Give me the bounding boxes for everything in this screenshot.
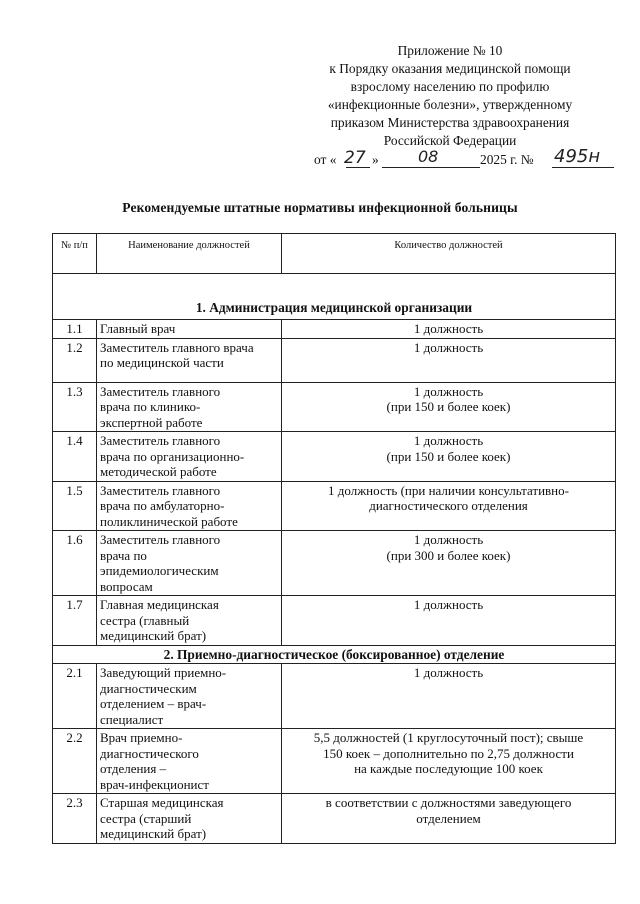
table-row [53, 729, 616, 794]
row-position: Главная медицинская сестра (главный медицинский брат) [97, 596, 282, 646]
appendix-line: взрослому населению по профилю [350, 79, 550, 94]
table-row [53, 432, 616, 482]
date-prefix: от « [314, 152, 337, 167]
row-number: 1.4 [53, 432, 97, 482]
table-row [53, 320, 616, 339]
row-position: Врач приемно- диагностического отделения – врач-инфекционист [97, 729, 282, 794]
header-number: № п/п [53, 234, 97, 274]
header-quantity: Количество должностей [282, 234, 616, 274]
row-number: 2.2 [53, 729, 97, 794]
row-quantity: в соответствии с должностями заведующего отделением [282, 794, 616, 844]
row-number: 1.2 [53, 338, 97, 382]
row-number: 2.1 [53, 664, 97, 729]
order-date-line [314, 146, 624, 172]
row-number: 1.6 [53, 531, 97, 596]
row-number: 2.3 [53, 794, 97, 844]
row-position: Заместитель главного врача по клинико- экспертной работе [97, 382, 282, 432]
row-quantity: 1 должность (при наличии консультативно- диагностического отделения [282, 481, 616, 531]
table-row [53, 338, 616, 382]
row-quantity: 1 должность (при 300 и более коек) [282, 531, 616, 596]
row-position: Заведующий приемно- диагностическим отделением – врач- специалист [97, 664, 282, 729]
section-row [53, 645, 616, 664]
order-number: 495н [554, 146, 601, 167]
appendix-line: Приложение № 10 [397, 43, 503, 58]
table-row [53, 481, 616, 531]
row-quantity: 1 должность (при 150 и более коек) [282, 432, 616, 482]
row-quantity: 1 должность [282, 338, 616, 382]
appendix-line: Российской Федерации [383, 133, 517, 148]
row-quantity: 1 должность (при 150 и более коек) [282, 382, 616, 432]
row-quantity: 1 должность [282, 596, 616, 646]
row-position: Заместитель главного врача по организационно- методической работе [97, 432, 282, 482]
appendix-line: «инфекционные болезни», утвержденному [327, 97, 573, 112]
date-close-quote: » [372, 152, 379, 167]
row-position: Старшая медицинская сестра (старший медицинский брат) [97, 794, 282, 844]
section-title: 2. Приемно-диагностическое (боксированное) отделение [53, 645, 616, 664]
row-number: 1.7 [53, 596, 97, 646]
row-quantity: 5,5 должностей (1 круглосуточный пост); свыше 150 коек – дополнительно по 2,75 должности на каждые последующие 100 коек [282, 729, 616, 794]
table-row [53, 382, 616, 432]
appendix-line: к Порядку оказания медицинской помощи [329, 61, 571, 76]
row-quantity: 1 должность [282, 664, 616, 729]
row-position: Заместитель главного врача по медицинской части [97, 338, 282, 382]
header-position: Наименование должностей [97, 234, 282, 274]
row-number: 1.1 [53, 320, 97, 339]
row-number: 1.5 [53, 481, 97, 531]
table-header-row [53, 234, 616, 274]
table-row [53, 531, 616, 596]
row-number: 1.3 [53, 382, 97, 432]
document-title: Рекомендуемые штатные нормативы инфекционной больницы [122, 200, 518, 215]
section-title: 1. Администрация медицинской организации [53, 274, 616, 320]
date-year: 2025 г. № [480, 152, 534, 167]
row-position: Заместитель главного врача по эпидемиологическим вопросам [97, 531, 282, 596]
section-row [53, 274, 616, 320]
row-position: Заместитель главного врача по амбулаторно- поликлинической работе [97, 481, 282, 531]
date-day: 27 [344, 148, 366, 168]
table-row [53, 596, 616, 646]
table-row [53, 664, 616, 729]
appendix-header [300, 42, 600, 150]
date-month: 08 [418, 147, 439, 166]
row-quantity: 1 должность [282, 320, 616, 339]
appendix-line: приказом Министерства здравоохранения [330, 115, 570, 130]
table-row [53, 794, 616, 844]
staffing-table [52, 233, 616, 844]
row-position: Главный врач [97, 320, 282, 339]
